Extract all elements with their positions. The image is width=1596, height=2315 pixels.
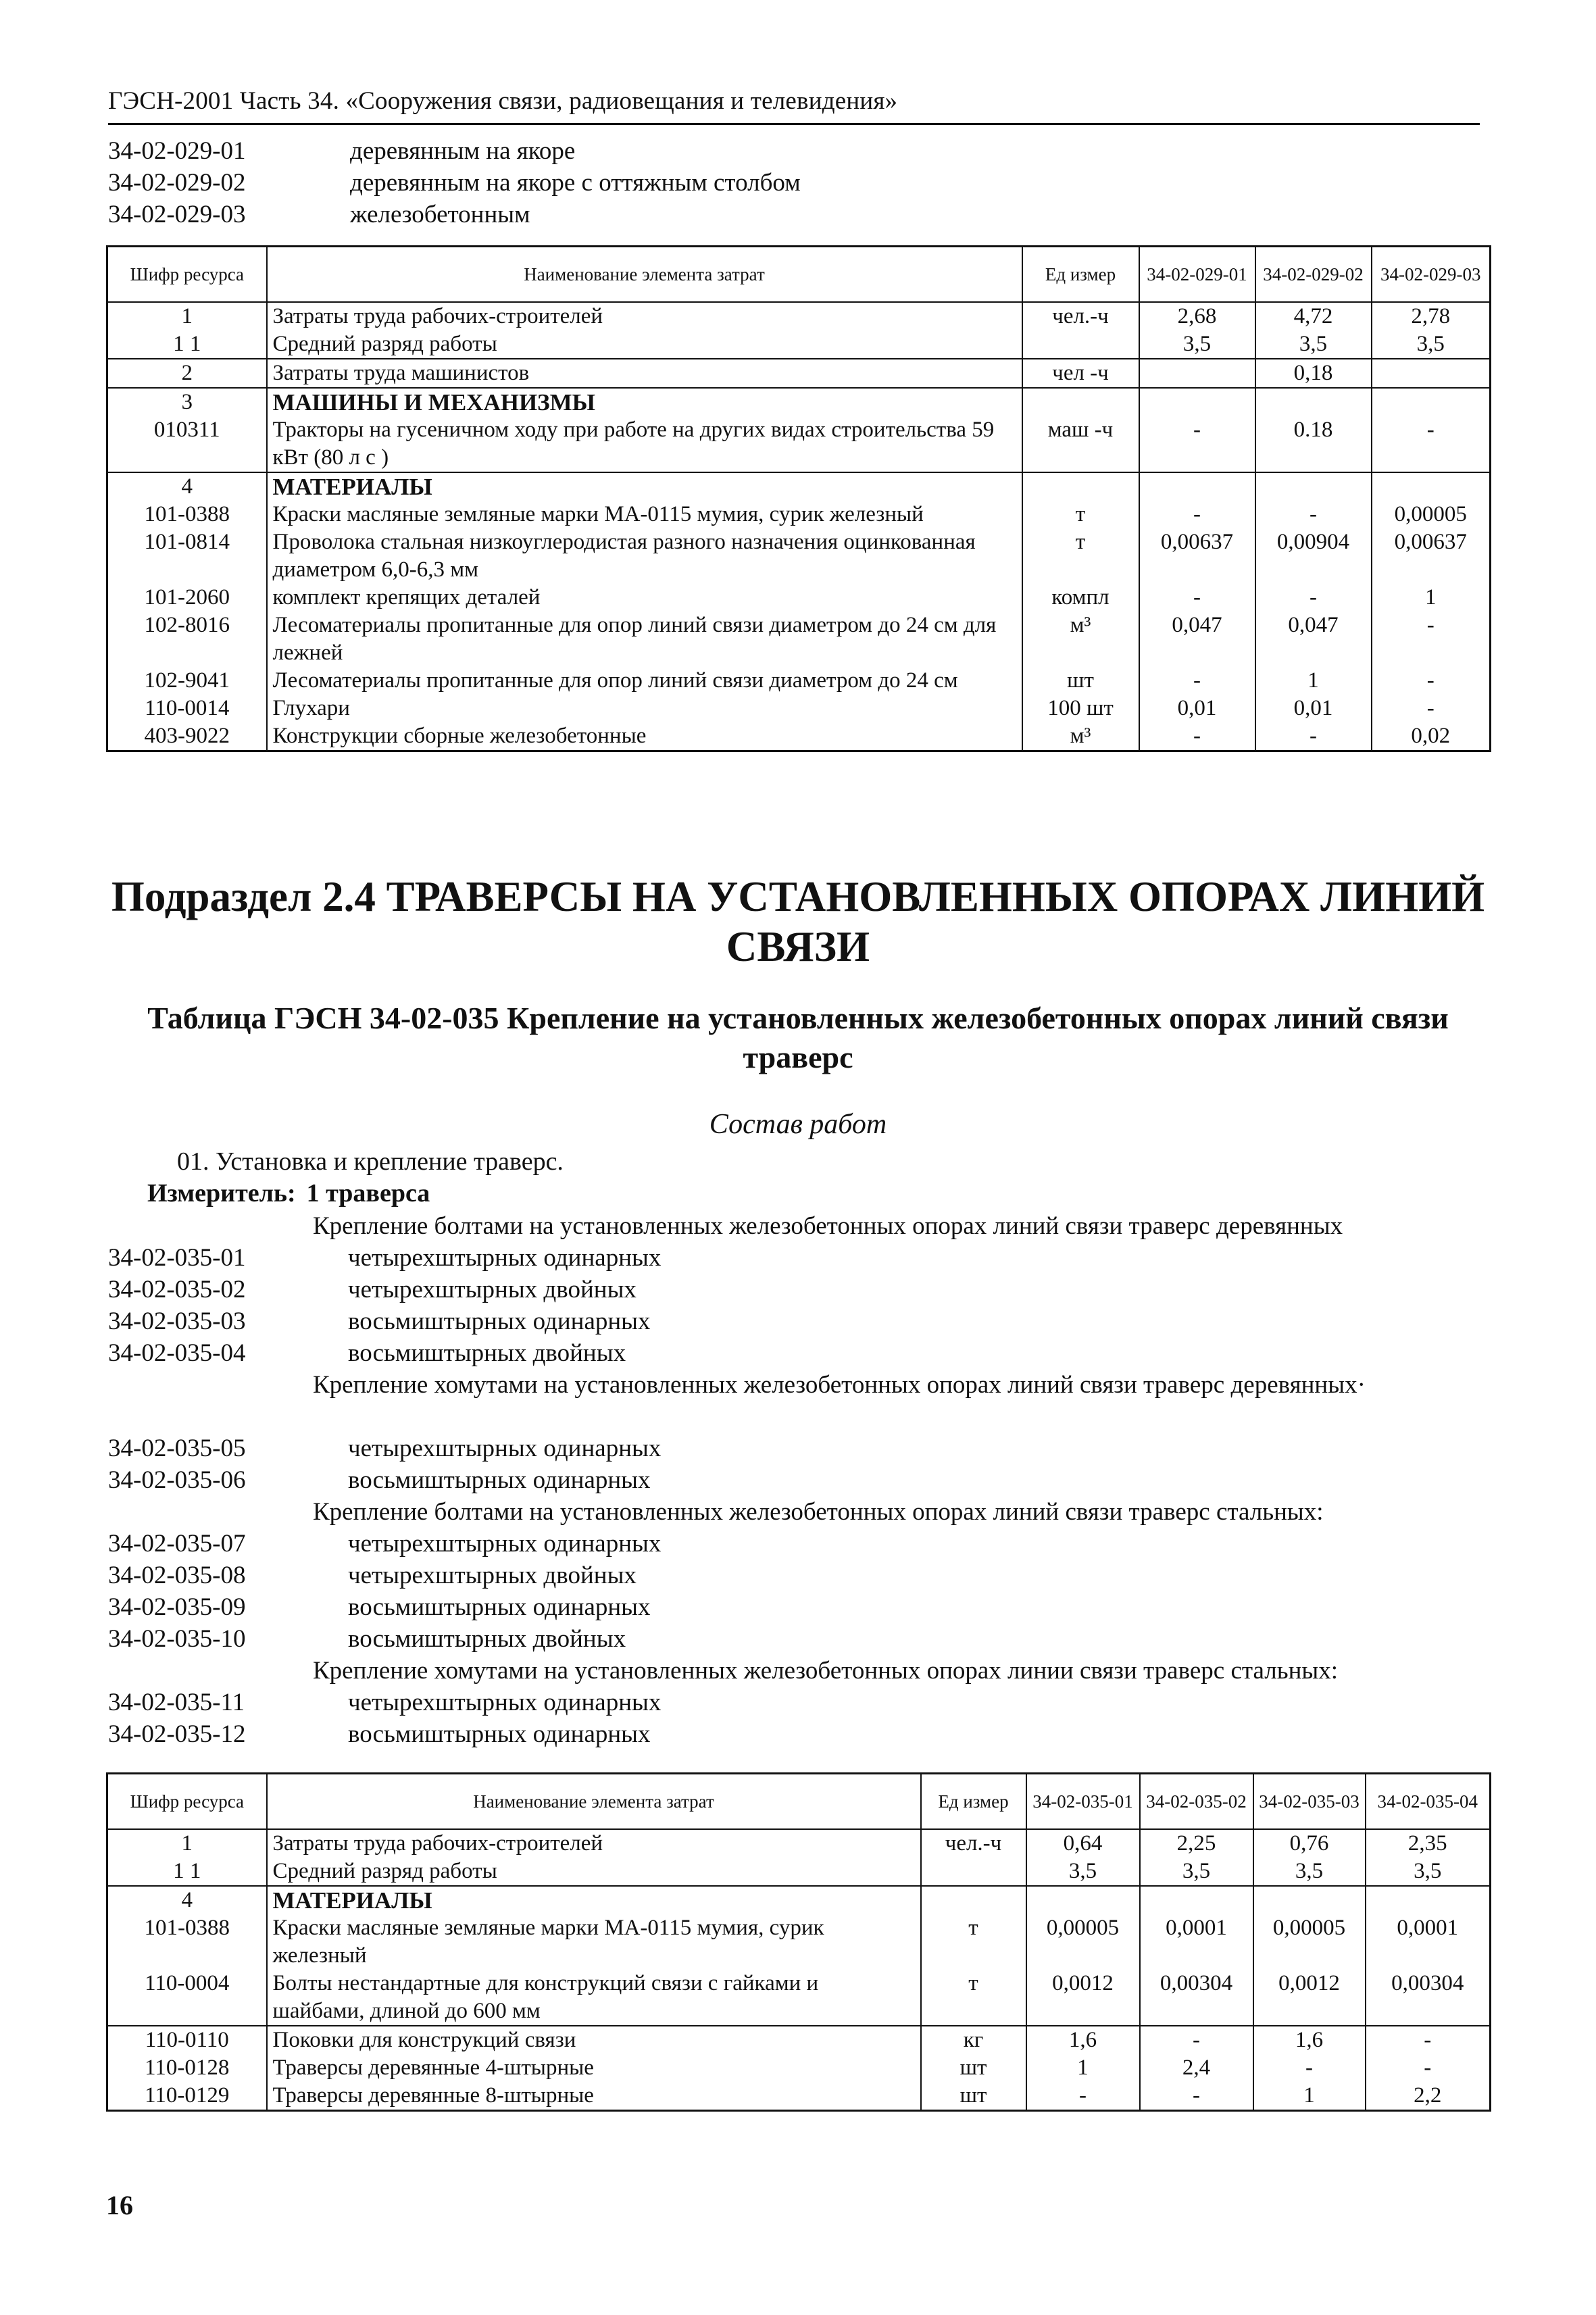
table-title: Таблица ГЭСН 34-02-035 Крепление на установленных железобетонных опорах линий связи траверс (147, 1001, 1449, 1074)
code: 34-02-029-03 (108, 201, 246, 228)
resource-name: комплект крепящих деталей (267, 584, 1022, 612)
value-cell: 2,25 (1140, 1829, 1253, 1858)
value-cell: - (1140, 2082, 1253, 2111)
resource-name: Затраты труда машинистов (267, 359, 1022, 388)
value-cell (1139, 472, 1255, 501)
code-text: четырехштырных одинарных (348, 1530, 662, 1558)
value-cell (1255, 388, 1372, 416)
value-cell: 0,00304 (1366, 1970, 1491, 2026)
value-cell (1366, 1886, 1491, 1914)
value-cell (1372, 359, 1491, 388)
value-cell: 3,5 (1366, 1858, 1491, 1886)
resource-name: Проволока стальная низкоуглеродистая разного назначения оцинкованная диаметром 6,0-6,3 мм (267, 528, 1022, 584)
top-code-list (108, 135, 1493, 230)
resource-name: Траверсы деревянные 4-штырные (267, 2054, 921, 2082)
code: 34-02-035-06 (108, 1466, 246, 1494)
resource-name: Затраты труда рабочих-строителей (267, 1829, 921, 1858)
code-row (108, 1528, 1493, 1560)
value-cell (1372, 472, 1491, 501)
value-cell: 3,5 (1026, 1858, 1140, 1886)
code-text: четырехштырных одинарных (348, 1244, 662, 1272)
header-col: 34-02-035-02 (1140, 1774, 1253, 1829)
value-cell: 3,5 (1372, 330, 1491, 359)
group-heading (108, 1655, 1493, 1687)
value-cell (1139, 388, 1255, 416)
resource-code: 1 1 (107, 1858, 267, 1886)
table-row (107, 612, 1491, 667)
resource-code: 110-0129 (107, 2082, 267, 2111)
value-cell: 0,0012 (1253, 1970, 1366, 2026)
value-cell: 0,01 (1139, 695, 1255, 722)
resource-name: Поковки для конструкций связи (267, 2026, 921, 2054)
code: 34-02-035-08 (108, 1562, 246, 1589)
table-row (107, 1914, 1491, 1970)
code-row (108, 167, 1493, 199)
table-row (107, 667, 1491, 695)
table-row (107, 1858, 1491, 1886)
value-cell: - (1139, 722, 1255, 751)
code-row (108, 1274, 1493, 1305)
unit: шт (921, 2054, 1026, 2082)
table-row (107, 388, 1491, 416)
value-cell: 2,2 (1366, 2082, 1491, 2111)
unit: компл (1022, 584, 1139, 612)
code-row (108, 199, 1493, 230)
table-row (107, 2026, 1491, 2054)
code-row (108, 135, 1493, 167)
code-row (108, 1433, 1493, 1464)
work-composition-label: Состав работ (709, 1109, 887, 1140)
unit: кг (921, 2026, 1026, 2054)
resource-name: Лесоматериалы пропитанные для опор линий связи диаметром до 24 см (267, 667, 1022, 695)
value-cell (1255, 472, 1372, 501)
group-heading (108, 1210, 1493, 1242)
running-header: ГЭСН-2001 Часть 34. «Сооружения связи, радиовещания и телевидения» (108, 87, 898, 115)
resource-name: МАТЕРИАЛЫ (267, 1886, 921, 1914)
header-col: 34-02-029-01 (1139, 247, 1255, 302)
value-cell: - (1366, 2026, 1491, 2054)
table-row (107, 1829, 1491, 1858)
table-code-list (108, 1210, 1493, 1750)
header-rule (108, 123, 1480, 125)
table-row (107, 722, 1491, 751)
unit (1022, 330, 1139, 359)
value-cell (1140, 1886, 1253, 1914)
resource-code: 110-0110 (107, 2026, 267, 2054)
resource-code: 4 (107, 1886, 267, 1914)
resource-code: 101-0814 (107, 528, 267, 584)
resource-name: Средний разряд работы (267, 1858, 921, 1886)
resource-code: 101-0388 (107, 501, 267, 528)
resource-code: 110-0128 (107, 2054, 267, 2082)
resource-name: МАШИНЫ И МЕХАНИЗМЫ (267, 388, 1022, 416)
unit: чел.-ч (1022, 302, 1139, 330)
table-row (107, 2082, 1491, 2111)
code-text: железобетонным (350, 201, 530, 228)
resource-name: Краски масляные земляные марки МА-0115 мумия, сурик железный (267, 501, 1022, 528)
code-text: восьмиштырных одинарных (348, 1593, 651, 1621)
value-cell: 0,047 (1139, 612, 1255, 667)
table-row (107, 501, 1491, 528)
unit: шт (1022, 667, 1139, 695)
value-cell: 3,5 (1139, 330, 1255, 359)
value-cell: 2,78 (1372, 302, 1491, 330)
value-cell: 0,00637 (1139, 528, 1255, 584)
measure-label: Измеритель: (147, 1179, 296, 1208)
subsection-title: Подраздел 2.4 ТРАВЕРСЫ НА УСТАНОВЛЕННЫХ ОПОРАХ ЛИНИЙ СВЯЗИ (111, 873, 1485, 970)
table-row (107, 1970, 1491, 2026)
resource-code: 102-9041 (107, 667, 267, 695)
value-cell (1253, 1886, 1366, 1914)
code-row (108, 1464, 1493, 1496)
code-text: Крепление болтами на установленных железобетонных опорах линий связи траверс деревянных (313, 1212, 1343, 1240)
unit (1022, 388, 1139, 416)
code-text: восьмиштырных одинарных (348, 1308, 651, 1335)
value-cell: 0,64 (1026, 1829, 1140, 1858)
table-row (107, 472, 1491, 501)
resource-table-029 (106, 245, 1491, 752)
value-cell: 1 (1026, 2054, 1140, 2082)
unit: чел.-ч (921, 1829, 1026, 1858)
header-unit: Ед измер (1022, 247, 1139, 302)
resource-name: Лесоматериалы пропитанные для опор линий связи диаметром до 24 см для лежней (267, 612, 1022, 667)
value-cell: - (1139, 501, 1255, 528)
resource-code: 1 (107, 302, 267, 330)
code-text: деревянным на якоре (350, 137, 576, 165)
value-cell: - (1255, 584, 1372, 612)
header-col: 34-02-035-04 (1366, 1774, 1491, 1829)
value-cell: 3,5 (1255, 330, 1372, 359)
measure-value: 1 траверса (306, 1179, 430, 1208)
resource-code: 1 1 (107, 330, 267, 359)
table-row (107, 528, 1491, 584)
resource-name: Конструкции сборные железобетонные (267, 722, 1022, 751)
code-row (108, 1591, 1493, 1623)
value-cell: 0,00005 (1026, 1914, 1140, 1970)
group-heading (108, 1369, 1493, 1433)
code-text: четырехштырных одинарных (348, 1435, 662, 1462)
table-body (107, 1829, 1491, 2111)
value-cell: 1 (1253, 2082, 1366, 2111)
resource-name: Болты нестандартные для конструкций связи с гайками и шайбами, длиной до 600 мм (267, 1970, 921, 2026)
resource-name: Траверсы деревянные 8-штырные (267, 2082, 921, 2111)
header-code: Шифр ресурса (107, 1774, 267, 1829)
value-cell: - (1372, 416, 1491, 472)
header-code: Шифр ресурса (107, 247, 267, 302)
code: 34-02-035-07 (108, 1530, 246, 1558)
value-cell: 3,5 (1140, 1858, 1253, 1886)
resource-code: 010311 (107, 416, 267, 472)
header-name: Наименование элемента затрат (267, 247, 1022, 302)
unit: чел -ч (1022, 359, 1139, 388)
code-row (108, 1687, 1493, 1718)
value-cell: - (1139, 667, 1255, 695)
code-row (108, 1305, 1493, 1337)
code-text: восьмиштырных двойных (348, 1625, 626, 1653)
resource-table-035 (106, 1772, 1491, 2112)
code: 34-02-035-02 (108, 1276, 246, 1303)
value-cell: 0,76 (1253, 1829, 1366, 1858)
resource-name: Тракторы на гусеничном ходу при работе на других видах строительства 59 кВт (80 л с ) (267, 416, 1022, 472)
unit: маш -ч (1022, 416, 1139, 472)
code: 34-02-035-09 (108, 1593, 246, 1621)
value-cell: 1,6 (1026, 2026, 1140, 2054)
value-cell: - (1255, 501, 1372, 528)
value-cell: 3,5 (1253, 1858, 1366, 1886)
code-text: восьмиштырных одинарных (348, 1466, 651, 1494)
value-cell: 0,0001 (1366, 1914, 1491, 1970)
table-row (107, 330, 1491, 359)
value-cell: - (1372, 667, 1491, 695)
unit: 100 шт (1022, 695, 1139, 722)
value-cell: 0,01 (1255, 695, 1372, 722)
value-cell: 0,0012 (1026, 1970, 1140, 2026)
unit (921, 1886, 1026, 1914)
code-text: восьмиштырных двойных (348, 1339, 626, 1367)
value-cell: 0,00005 (1372, 501, 1491, 528)
value-cell: 0,0001 (1140, 1914, 1253, 1970)
value-cell: - (1253, 2054, 1366, 2082)
value-cell: 0,00637 (1372, 528, 1491, 584)
resource-code: 403-9022 (107, 722, 267, 751)
resource-name: Глухари (267, 695, 1022, 722)
code-row (108, 1242, 1493, 1274)
header-col: 34-02-029-02 (1255, 247, 1372, 302)
code-text: четырехштырных одинарных (348, 1689, 662, 1716)
value-cell: 0,18 (1255, 359, 1372, 388)
table-row (107, 416, 1491, 472)
value-cell: 0,02 (1372, 722, 1491, 751)
value-cell: - (1255, 722, 1372, 751)
value-cell: 0.18 (1255, 416, 1372, 472)
unit: т (1022, 501, 1139, 528)
value-cell: 1,6 (1253, 2026, 1366, 2054)
header-col: 34-02-029-03 (1372, 247, 1491, 302)
header-col: 34-02-035-01 (1026, 1774, 1140, 1829)
operation-item: 01. Установка и крепление траверс. (177, 1147, 564, 1176)
code-text: четырехштырных двойных (348, 1562, 637, 1589)
value-cell: 2,35 (1366, 1829, 1491, 1858)
value-cell (1372, 388, 1491, 416)
resource-name: Затраты труда рабочих-строителей (267, 302, 1022, 330)
table-row (107, 695, 1491, 722)
value-cell: - (1026, 2082, 1140, 2111)
value-cell (1026, 1886, 1140, 1914)
unit: м³ (1022, 612, 1139, 667)
page-number: 16 (106, 2190, 133, 2220)
unit: т (921, 1914, 1026, 1970)
code-text: деревянным на якоре с оттяжным столбом (350, 169, 801, 197)
value-cell: 4,72 (1255, 302, 1372, 330)
resource-code: 110-0004 (107, 1970, 267, 2026)
code-text: восьмиштырных одинарных (348, 1720, 651, 1748)
code: 34-02-035-04 (108, 1339, 246, 1367)
code-text: четырехштырных двойных (348, 1276, 637, 1303)
table-row (107, 1886, 1491, 1914)
table-row (107, 584, 1491, 612)
code-text: Крепление хомутами на установленных железобетонных опорах линий связи траверс деревянных· (313, 1371, 1366, 1399)
unit: т (1022, 528, 1139, 584)
value-cell: 1 (1255, 667, 1372, 695)
value-cell: 0,00005 (1253, 1914, 1366, 1970)
header-name: Наименование элемента затрат (267, 1774, 921, 1829)
measure-line (147, 1178, 430, 1208)
table-row (107, 302, 1491, 330)
code: 34-02-035-05 (108, 1435, 246, 1462)
table-body (107, 302, 1491, 751)
resource-code: 3 (107, 388, 267, 416)
code: 34-02-035-10 (108, 1625, 246, 1653)
code-row (108, 1718, 1493, 1750)
value-cell: - (1139, 584, 1255, 612)
unit: м³ (1022, 722, 1139, 751)
resource-name: Краски масляные земляные марки МА-0115 мумия, сурик железный (267, 1914, 921, 1970)
resource-code: 110-0014 (107, 695, 267, 722)
code-row (108, 1623, 1493, 1655)
table-row (107, 359, 1491, 388)
resource-code: 101-0388 (107, 1914, 267, 1970)
value-cell: 0,00304 (1140, 1970, 1253, 2026)
code: 34-02-029-01 (108, 137, 246, 165)
resource-code: 4 (107, 472, 267, 501)
code-text: Крепление хомутами на установленных железобетонных опорах линии связи траверс стальных: (313, 1657, 1339, 1685)
unit: шт (921, 2082, 1026, 2111)
value-cell: 2,4 (1140, 2054, 1253, 2082)
code-text: Крепление болтами на установленных железобетонных опорах линий связи траверс стальных: (313, 1498, 1324, 1526)
resource-code: 101-2060 (107, 584, 267, 612)
header-unit: Ед измер (921, 1774, 1026, 1829)
code: 34-02-035-11 (108, 1689, 245, 1716)
value-cell: 0,00904 (1255, 528, 1372, 584)
group-heading (108, 1496, 1493, 1528)
resource-name: Средний разряд работы (267, 330, 1022, 359)
unit (1022, 472, 1139, 501)
value-cell: - (1140, 2026, 1253, 2054)
unit (921, 1858, 1026, 1886)
value-cell: - (1372, 612, 1491, 667)
value-cell: - (1139, 416, 1255, 472)
code: 34-02-029-02 (108, 169, 246, 197)
resource-code: 2 (107, 359, 267, 388)
code-row (108, 1560, 1493, 1591)
code: 34-02-035-03 (108, 1308, 246, 1335)
value-cell: 0,047 (1255, 612, 1372, 667)
value-cell: - (1366, 2054, 1491, 2082)
resource-code: 102-8016 (107, 612, 267, 667)
value-cell: - (1372, 695, 1491, 722)
code: 34-02-035-12 (108, 1720, 246, 1748)
code-row (108, 1337, 1493, 1369)
value-cell: 1 (1372, 584, 1491, 612)
code: 34-02-035-01 (108, 1244, 246, 1272)
value-cell: 2,68 (1139, 302, 1255, 330)
resource-name: МАТЕРИАЛЫ (267, 472, 1022, 501)
value-cell (1139, 359, 1255, 388)
resource-code: 1 (107, 1829, 267, 1858)
unit: т (921, 1970, 1026, 2026)
table-row (107, 2054, 1491, 2082)
header-col: 34-02-035-03 (1253, 1774, 1366, 1829)
